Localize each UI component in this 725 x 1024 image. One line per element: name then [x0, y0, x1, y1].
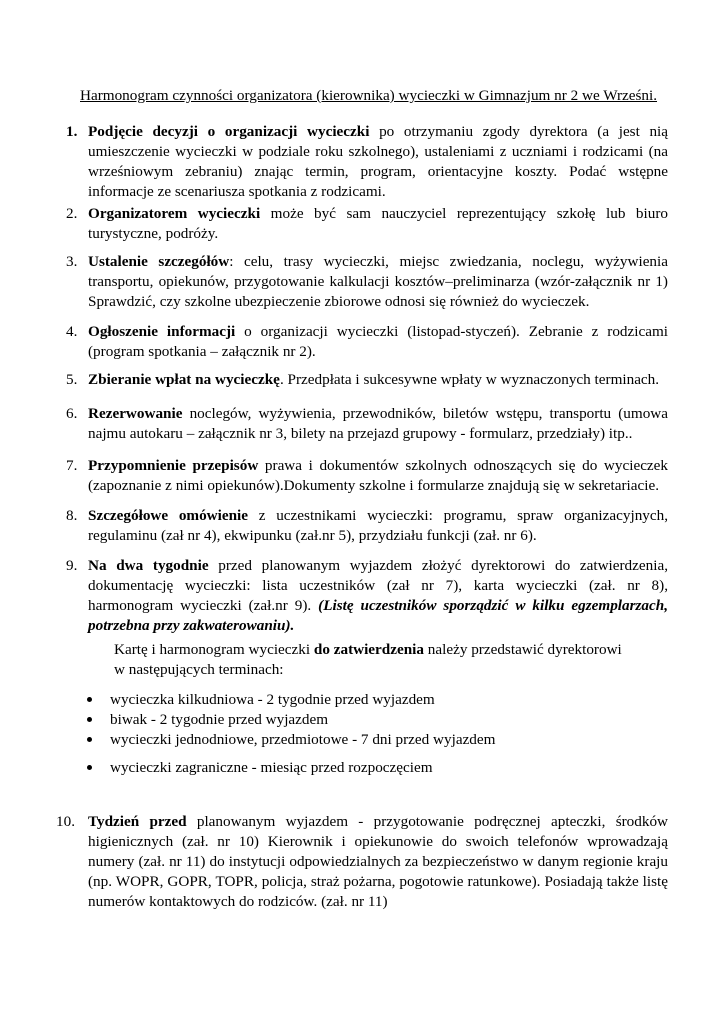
bullet-text: wycieczka kilkudniowa - 2 tygodnie przed wyjazdem	[110, 691, 435, 708]
list-item-10	[56, 812, 669, 912]
bullet-icon	[87, 765, 92, 770]
item-heading: Ogłoszenie informacji	[88, 323, 236, 340]
item-heading: Rezerwowanie	[88, 405, 183, 422]
item-text: przed planowanym wyjazdem złożyć dyrektorowi do zatwierdzenia, dokumentację wycieczki: lista uczestników (zał nr 7), karta wycieczki (zał. nr 8), harmonogram wycieczki (zał.nr 9).	[88, 557, 668, 614]
item-number: 4.	[66, 323, 78, 340]
item-number: 1.	[66, 123, 78, 140]
item-note: (Listę uczestników sporządzić w kilku egzemplarzach, potrzebna przy zakwaterowaniu).	[88, 597, 668, 634]
item-heading: Ustalenie szczegółów	[88, 253, 230, 270]
item-number: 10.	[56, 813, 75, 830]
list-item	[86, 758, 646, 778]
list-item-2	[66, 204, 668, 244]
list-item-6	[66, 404, 668, 444]
item-number: 2.	[66, 205, 78, 222]
approval-text: Kartę i harmonogram wycieczki	[114, 641, 314, 658]
list-item-1	[66, 122, 669, 202]
item-number: 9.	[66, 557, 78, 574]
item-heading: Tydzień przed	[88, 813, 187, 830]
list-item-5	[66, 370, 668, 390]
item-heading: Podjęcie decyzji o organizacji wycieczki	[88, 123, 370, 140]
item-text: o organizacji wycieczki (listopad-styczeń). Zebranie z rodzicami (program spotkania – załącznik nr 2).	[88, 323, 669, 360]
item-number: 5.	[66, 371, 78, 388]
approval-line-1	[114, 640, 654, 660]
item-text: noclegów, wyżywienia, przewodników, biletów wstępu, transportu (umowa najmu autokaru – załącznik nr 3, bilety na przejazd grupowy - formularz, przedziały) itp..	[88, 405, 668, 442]
item-heading: Zbieranie wpłat na wycieczkę	[88, 371, 280, 388]
item-number: 6.	[66, 405, 78, 422]
approval-line-2: w następujących terminach:	[114, 661, 284, 678]
bullet-icon	[87, 737, 92, 742]
item-text: z uczestnikami wycieczki: programu, spraw organizacyjnych, regulaminu (zał nr 4), ekwipunku (zał.nr 5), przydziału funkcji (zał. nr 6).	[88, 507, 669, 544]
item-text: planowanym wyjazdem - przygotowanie podręcznej apteczki, środków higienicznych (zał. nr 10) Kierownik i opiekunowie do swoich telefonów wprowadzają numery (zał. nr 11) do instytucji odpowiedzialnych za bezpieczeństwo w danym regionie kraju (np. WOPR, GOPR, TOPR, policja, straż pożarna, pogotowie ratunkowe). Posiadają także listę numerów kontaktowych do rodziców. (zał. nr 11)	[88, 813, 669, 910]
bullet-icon	[87, 717, 92, 722]
list-item	[86, 710, 646, 730]
item-heading: Organizatorem wycieczki	[88, 205, 261, 222]
list-item-9	[66, 556, 668, 636]
item-text: może być sam nauczyciel reprezentujący szkołę lub biuro turystyczne, podróży.	[88, 205, 668, 242]
document-title: Harmonogram czynności organizatora (kierownika) wycieczki w Gimnazjum nr 2 we Wrześni.	[80, 87, 658, 104]
list-item-3	[66, 252, 668, 312]
bullet-text: biwak - 2 tygodnie przed wyjazdem	[110, 711, 329, 728]
item-number: 8.	[66, 507, 78, 524]
list-item	[86, 690, 646, 710]
bullet-text: wycieczki zagraniczne - miesiąc przed rozpoczęciem	[110, 759, 433, 776]
list-item-8	[66, 506, 669, 546]
approval-text-end: należy przedstawić dyrektorowi	[423, 641, 622, 658]
bullet-icon	[87, 697, 92, 702]
item-heading: Przypomnienie przepisów	[88, 457, 259, 474]
item-number: 7.	[66, 457, 78, 474]
list-item-7	[66, 456, 669, 496]
item-number: 3.	[66, 253, 78, 270]
deadline-list	[86, 690, 646, 750]
approval-emphasis: do zatwierdzenia	[313, 641, 424, 658]
item-text: : celu, trasy wycieczki, miejsc zwiedzania, noclegu, wyżywienia transportu, opiekunów, przygotowanie kalkulacji kosztów–preliminarza (wzór-załącznik nr 1) Sprawdzić, czy szkolne ubezpieczenie zbiorowe odnosi się również do wycieczek.	[88, 253, 668, 310]
deadline-list-foreign	[86, 758, 646, 778]
item-heading: Szczegółowe omówienie	[88, 507, 249, 524]
item-text: po otrzymaniu zgody dyrektora (a jest nią umieszczenie wycieczki w podziale roku szkolnego), ustaleniami z uczniami i rodzicami (na wrześniowym zebraniu) znając termin, program, orientacyjne koszty. Podać wstępne informacje ze scenariusza spotkania z rodzicami.	[88, 123, 669, 200]
item-text: . Przedpłata i sukcesywne wpłaty w wyznaczonych terminach.	[279, 371, 660, 388]
bullet-text: wycieczki jednodniowe, przedmiotowe - 7 dni przed wyjazdem	[110, 731, 496, 748]
item-text: prawa i dokumentów szkolnych odnoszących się do wycieczek (zapoznanie z nimi opiekunów).Dokumenty szkolne i formularze znajdują się w sekretariacie.	[88, 457, 669, 494]
list-item-4	[66, 322, 669, 362]
item-heading: Na dwa tygodnie	[88, 557, 209, 574]
list-item	[86, 730, 646, 750]
approval-paragraph	[114, 640, 654, 680]
